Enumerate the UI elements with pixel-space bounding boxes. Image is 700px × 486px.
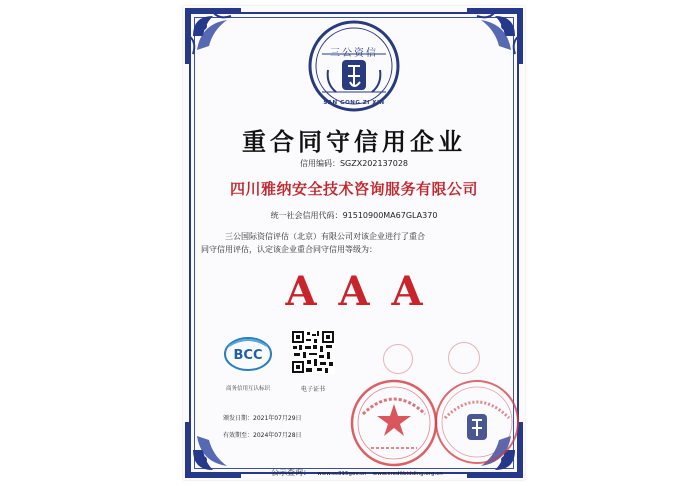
company-name: 四川雅纳安全技术咨询服务有限公司	[229, 180, 478, 198]
emblem-bottom-text: SAN GONG ZI XIN	[323, 100, 385, 106]
social-code-value: 91510900MA67GLA370	[342, 211, 438, 220]
social-code-label: 统一社会信用代码：	[270, 211, 343, 220]
query-site-link[interactable]: www.cc315gov.cn	[317, 471, 367, 477]
issue-date-row	[223, 410, 302, 427]
valid-date-label: 有效期至：	[223, 432, 254, 439]
issue-date-value: 2021年07月29日	[253, 415, 302, 422]
faint-verification-mark	[383, 344, 413, 374]
faint-verification-mark	[448, 342, 480, 374]
credit-number	[183, 158, 525, 169]
bcc-logo-text: BCC	[233, 348, 263, 363]
query-site-link[interactable]: www.creditbidding.org.cn	[372, 471, 443, 477]
public-query-row	[271, 467, 447, 478]
statement-line: 三公国际资信评估（北京）有限公司对该企业进行了重合	[225, 232, 425, 241]
sangong-emblem	[308, 20, 400, 112]
public-query-label: 公示查询：	[271, 468, 311, 477]
qr-code-icon	[291, 330, 335, 374]
credit-number-label: 信用编码：	[299, 159, 340, 168]
bcc-logo-icon	[223, 334, 273, 374]
issue-date-label: 颁发日期：	[223, 415, 254, 422]
corner-ornament-icon	[183, 6, 243, 66]
statement-line: 同守信用评估，认定该企业重合同守信用等级为：	[201, 245, 377, 254]
certificate-title: 重合同守信用企业	[242, 127, 466, 156]
red-official-seal-icon	[349, 378, 439, 468]
valid-date-value: 2024年07月28日	[253, 432, 302, 439]
validity-dates	[223, 410, 302, 444]
certification-statement	[201, 230, 505, 256]
corner-ornament-icon	[465, 6, 525, 66]
emblem-top-text: 三公资信	[330, 48, 378, 59]
emblem-seal-icon	[308, 20, 400, 112]
valid-date-row	[223, 427, 302, 444]
bcc-logo	[223, 334, 273, 374]
credit-grade: AAA	[285, 268, 445, 315]
red-business-seal-icon	[433, 378, 521, 466]
social-credit-code	[183, 210, 525, 221]
bcc-label: 商务信用互认标识	[225, 386, 270, 392]
certificate	[183, 6, 525, 480]
qr-label: 电子证书	[300, 386, 325, 393]
credit-number-value: SGZX202137028	[339, 159, 409, 168]
